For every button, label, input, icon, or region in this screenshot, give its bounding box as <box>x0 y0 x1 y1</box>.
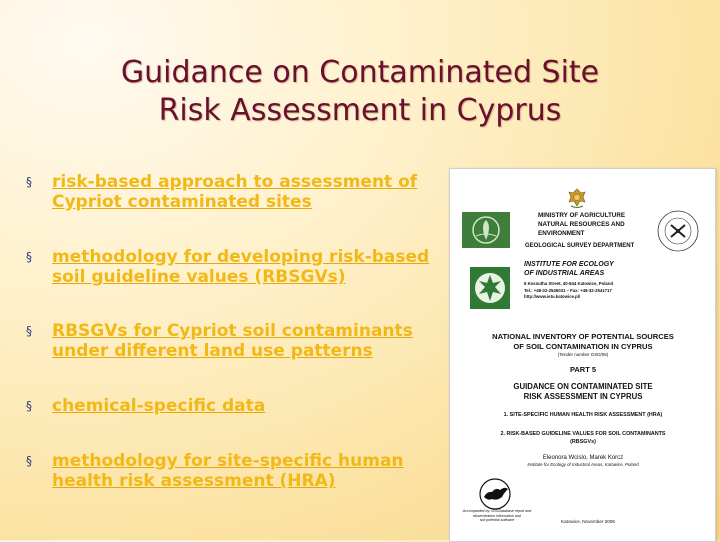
inventory-title-line: NATIONAL INVENTORY OF POTENTIAL SOURCES <box>492 332 674 341</box>
institute-logo-icon <box>470 267 510 309</box>
affiliation: Institute for Ecology of Industrial Areas, Katowice, Poland <box>527 462 639 467</box>
ministry-line: NATURAL RESOURCES AND <box>538 221 625 228</box>
guidance-title <box>458 382 708 402</box>
contents-item-1: 1. SITE-SPECIFIC HUMAN HEALTH RISK ASSESSMENT (HRA) <box>503 412 663 418</box>
bullet-line: soil guideline values (RBSGVs) <box>52 267 346 287</box>
bullet-line: chemical-specific data <box>52 396 266 416</box>
bullet-line: methodology for developing risk-based <box>52 247 430 267</box>
bullet-line: under different land use patterns <box>52 341 373 361</box>
institute-name <box>524 260 674 278</box>
cyprus-map-icon <box>478 477 512 511</box>
slide-title <box>40 54 680 130</box>
ministry-line: MINISTRY OF AGRICULTURE <box>538 212 626 219</box>
bullet-text[interactable] <box>52 451 447 491</box>
institute-line: INSTITUTE FOR ECOLOGY <box>524 261 614 268</box>
ministry-name <box>538 211 658 238</box>
bullet-line: risk-based approach to assessment of <box>52 172 418 192</box>
bullet-marker: § <box>26 399 32 413</box>
accompanied-note <box>458 509 536 523</box>
bullet-line: RBSGVs for Cypriot soil contaminants <box>52 321 413 341</box>
inventory-title-line: OF SOIL CONTAMINATION IN CYPRUS <box>513 342 653 351</box>
bullet-marker: § <box>26 454 32 468</box>
cyprus-emblem-icon <box>566 187 588 209</box>
part-label: PART 5 <box>569 365 597 374</box>
ministry-logo-icon <box>462 212 510 248</box>
contents-item-line: (RBSGVs) <box>570 438 596 445</box>
address-line: 6 Kossutha Street, 40-844 Katowice, Poland <box>524 281 614 286</box>
contents-item-line: 2. RISK-BASED GUIDELINE VALUES FOR SOIL CONTAMINANTS <box>500 431 666 437</box>
bullet-line: health risk assessment (HRA) <box>52 471 336 491</box>
institute-address <box>524 281 704 301</box>
accompanied-line: dissemination information and <box>473 513 521 518</box>
institute-line: OF INDUSTRIAL AREAS <box>524 270 605 277</box>
bullet-marker: § <box>26 175 32 189</box>
inventory-title <box>458 332 708 352</box>
tender-number: (Tender number GSD/06) <box>557 352 609 357</box>
bullet-line: Cypriot contaminated sites <box>52 192 312 212</box>
address-line: Tel.: +48-32-2546031 – Fax: +48-32-2541717 <box>524 287 612 293</box>
authors: Eleonora Wcislo, Marek Korcz <box>542 455 624 461</box>
bullet-text[interactable] <box>52 321 447 361</box>
accompanied-line: soil potential software <box>479 518 515 523</box>
accompanied-line: Accompanied by: GIS/Database report and <box>462 509 532 513</box>
guidance-title-line: RISK ASSESSMENT IN CYPRUS <box>523 392 643 401</box>
report-cover-image <box>449 168 716 542</box>
ministry-line: ENVIRONMENT <box>538 230 585 237</box>
bullet-text[interactable] <box>52 172 447 212</box>
geological-department: GEOLOGICAL SURVEY DEPARTMENT <box>525 243 635 249</box>
guidance-title-line: GUIDANCE ON CONTAMINATED SITE <box>513 382 653 391</box>
slide-title-line-2: Risk Assessment in Cyprus <box>158 93 562 128</box>
bullet-marker: § <box>26 324 32 338</box>
contents-item-2 <box>458 431 708 446</box>
bullet-text[interactable] <box>52 247 447 287</box>
bullet-marker: § <box>26 250 32 264</box>
place-and-date: Katowice, November 2006 <box>561 519 615 524</box>
bullet-text[interactable] <box>52 396 447 416</box>
bullet-line: methodology for site-specific human <box>52 451 404 471</box>
slide-title-line-1: Guidance on Contaminated Site <box>120 55 600 90</box>
address-line: http://www.ietu.katowice.pl/ <box>524 294 581 299</box>
